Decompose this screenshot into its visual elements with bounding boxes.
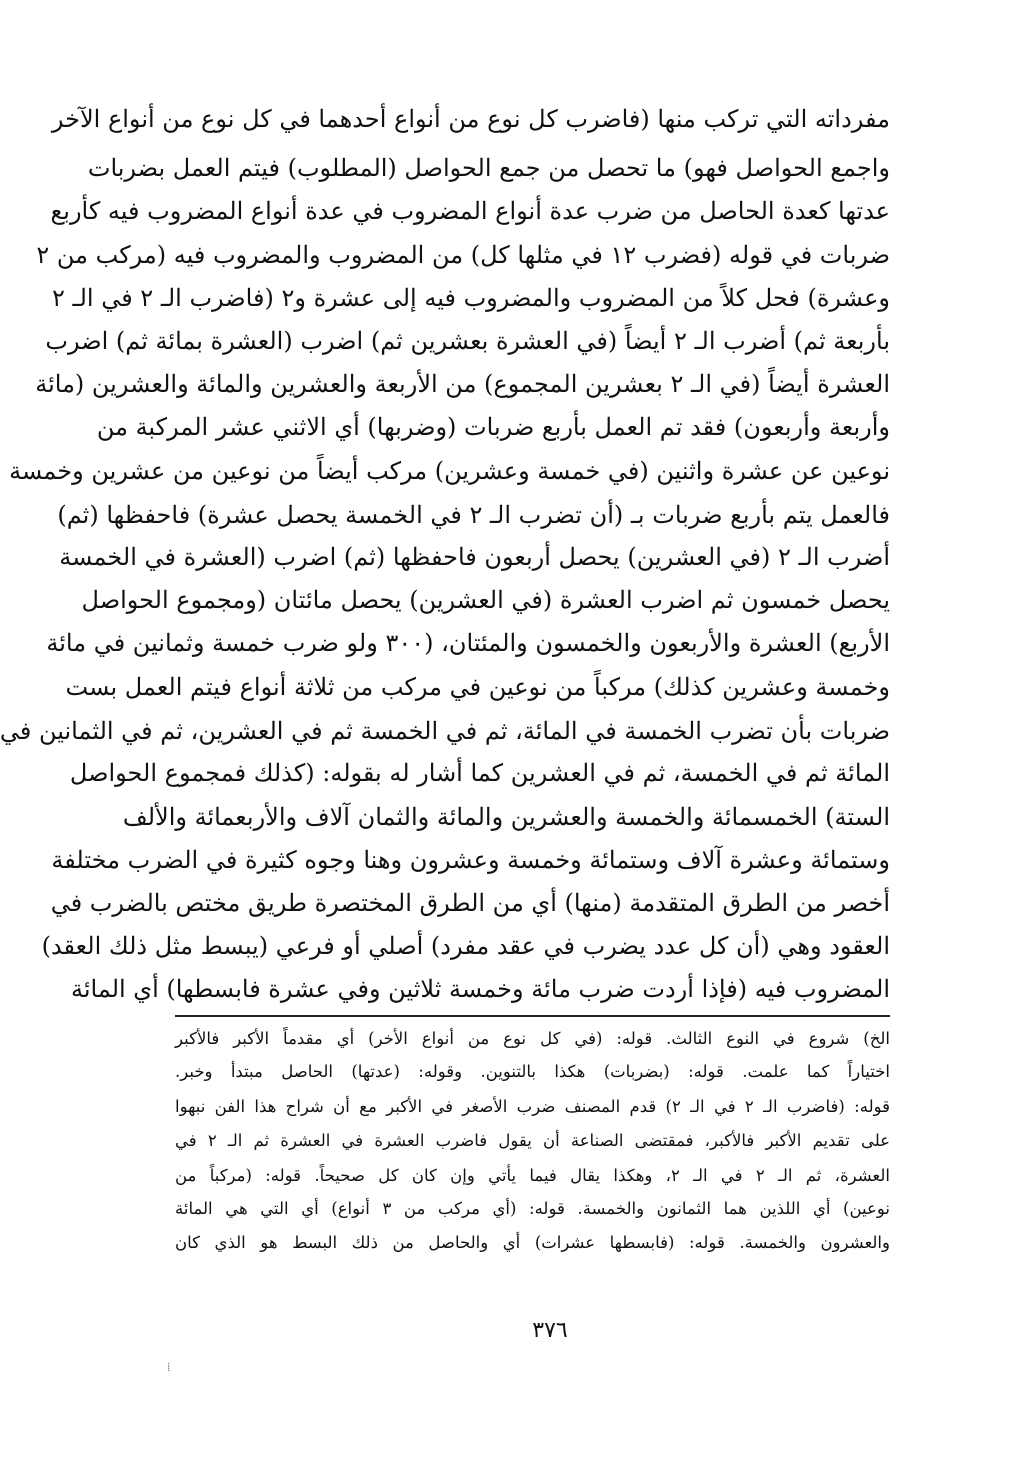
footnote-divider xyxy=(175,1015,890,1017)
main-text-line: الأربع) العشرة والأربعون والخمسون والمئتان، (٣٠٠ ولو ضرب خمسة وثمانين في مائة xyxy=(46,629,890,657)
page-number: ٣٧٦ xyxy=(532,1318,568,1343)
main-text-line: الستة) الخمسمائة والخمسة والعشرين والمائة والثمان آلاف والأربعمائة والألف xyxy=(122,803,890,831)
main-text-line: العشرة أيضاً (في الـ ٢ بعشرين المجموع) من الأربعة والعشرين والمائة والعشرين (مائة xyxy=(35,370,890,398)
footnote-line: الخ) شروع في النوع الثالث. قوله: (في كل نوع من أنواع الأخر) أي مقدماً الأكبر فالأكبر xyxy=(175,1029,890,1048)
main-text-line: واجمع الحواصل فهو) ما تحصل من جمع الحواصل (المطلوب) فيتم العمل بضربات xyxy=(87,154,890,182)
footnote-line: قوله: (فاضرب الـ ٢ في الـ ٢) قدم المصنف ضرب الأصغر في الأكبر مع أن شراح هذا الفن نبهوا xyxy=(175,1097,891,1116)
main-text-line: ضربات في قوله (فضرب ١٢ في مثلها كل) من المضروب والمضروب فيه (مركب من ٢ xyxy=(36,241,890,269)
footnote-line: على تقديم الأكبر فالأكبر، فمقتضى الصناعة أن يقول فاضرب العشرة في العشرة ثم الـ ٢ في xyxy=(175,1131,890,1150)
main-text-line: وعشرة) فحل كلاً من المضروب والمضروب فيه إلى عشرة و٢ (فاضرب الـ ٢ في الـ ٢ xyxy=(52,284,890,312)
footnote-line: والعشرون والخمسة. قوله: (فابسطها عشرات) أي والحاصل من ذلك البسط هو الذي كان xyxy=(175,1233,890,1252)
main-text-line: وخمسة وعشرين كذلك) مركباً من نوعين في مركب من ثلاثة أنواع فيتم العمل بست xyxy=(65,673,890,701)
footnote-line: العشرة، ثم الـ ٢ في الـ ٢، وهكذا يقال فيما يأتي وإن كان كل صحيحاً. قوله: (مركباً من xyxy=(175,1166,890,1185)
main-text-line: وستمائة وعشرة آلاف وستمائة وخمسة وعشرون وهنا وجوه كثيرة في الضرب مختلفة xyxy=(51,846,890,874)
main-text-line: ضربات بأن تضرب الخمسة في المائة، ثم في الخمسة ثم في العشرين، ثم في الثمانين في xyxy=(0,717,890,745)
main-text-line: المائة ثم في الخمسة، ثم في العشرين كما أشار له بقوله: (كذلك فمجموع الحواصل xyxy=(69,759,890,787)
main-text-line: المضروب فيه (فإذا أردت ضرب مائة وخمسة ثلاثين وفي عشرة فابسطها) أي المائة xyxy=(70,975,890,1003)
footnote-line: اختياراً كما علمت. قوله: (بضربات) هكذا بالتنوين. وقوله: (عدتها) الحاصل مبتدأ وخبر. xyxy=(175,1062,890,1081)
main-text-line: أضرب الـ ٢ (في العشرين) يحصل أربعون فاحفظها (ثم) اضرب (العشرة في الخمسة xyxy=(59,543,890,571)
main-text-line: فالعمل يتم بأربع ضربات بـ (أن تضرب الـ ٢ في الخمسة يحصل عشرة) فاحفظها (ثم) xyxy=(57,501,890,529)
footnote-line: نوعين) أي اللذين هما الثمانون والخمسة. قوله: (أي مركب من ٣ أنواع) أي التي هي المائة xyxy=(175,1199,890,1218)
main-text-line: مفرداته التي تركب منها (فاضرب كل نوع من أنواع أحدهما في كل نوع من أنواع الآخر xyxy=(51,105,890,133)
main-text-line: بأربعة ثم) أضرب الـ ٢ أيضاً (في العشرة بعشرين ثم) اضرب (العشرة بمائة ثم) اضرب xyxy=(45,327,890,355)
main-text-line: عدتها كعدة الحاصل من ضرب عدة أنواع المضروب في عدة أنواع المضروب فيه كأربع xyxy=(50,197,890,225)
main-text-line: العقود وهي (أن كل عدد يضرب في عقد مفرد) أصلي أو فرعي (يبسط مثل ذلك العقد) xyxy=(41,932,890,960)
main-text-line: نوعين عن عشرة واثنين (في خمسة وعشرين) مركب أيضاً من نوعين من عشرين وخمسة xyxy=(9,457,890,485)
main-text-line: وأربعة وأربعون) فقد تم العمل بأربع ضربات (وضربها) أي الاثني عشر المركبة من xyxy=(96,413,890,441)
main-text-line: يحصل خمسون ثم اضرب العشرة (في العشرين) يحصل مائتان (ومجموع الحواصل xyxy=(81,586,890,614)
margin-speck: ⁞ xyxy=(167,1360,171,1374)
main-text-line: أخصر من الطرق المتقدمة (منها) أي من الطرق المختصرة طريق مختص بالضرب في xyxy=(50,889,890,917)
